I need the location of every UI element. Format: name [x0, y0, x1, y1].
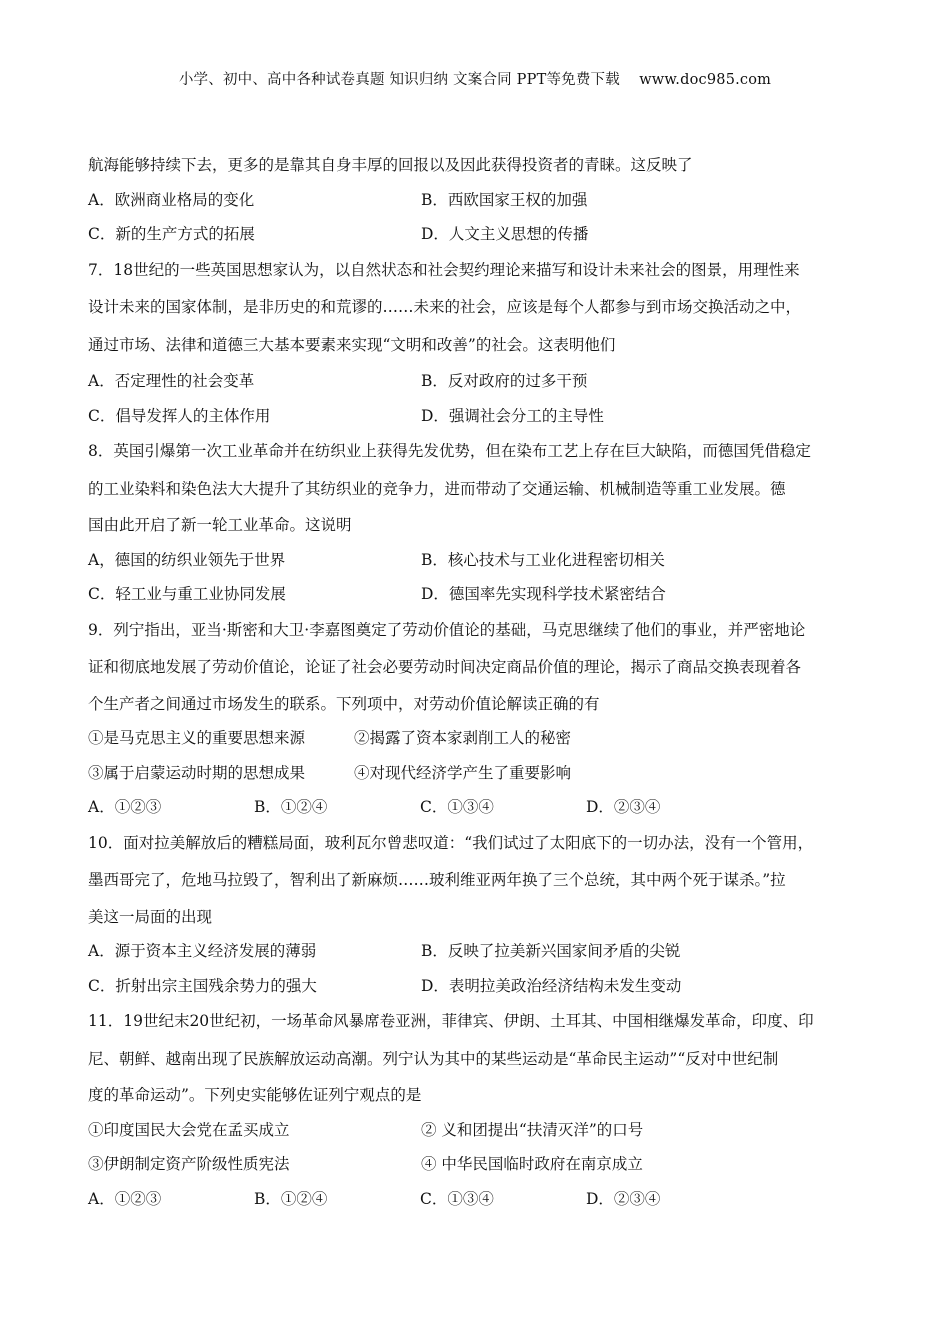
q11-stem-line-2: 尼、朝鲜、越南出现了民族解放运动高潮。列宁认为其中的某些运动是“革命民主运动”“反对中世纪制 [88, 1049, 779, 1068]
q8-stem-line-3: 国由此开启了新一轮工业革命。这说明 [88, 516, 352, 534]
q11-item-2: ② 义和团提出“扶清灭洋”的口号 [421, 1120, 644, 1139]
q9-item-4: ④对现代经济学产生了重要影响 [354, 763, 572, 782]
q9-item-3: ③属于启蒙运动时期的思想成果 [88, 763, 306, 782]
q9-item-1: ①是马克思主义的重要思想来源 [88, 729, 306, 747]
q8-options-row-2 [88, 577, 868, 612]
q11-option-c: C．①③④ [420, 1189, 494, 1208]
q9-items-row-1 [88, 721, 868, 756]
q6-option-a: A．欧洲商业格局的变化 [88, 190, 255, 209]
q9-items-row-2 [88, 756, 868, 791]
q9-option-a: A．①②③ [88, 798, 162, 816]
q11-option-a: A．①②③ [88, 1189, 162, 1208]
q8-option-d: D．德国率先实现科学技术紧密结合 [421, 585, 666, 603]
q6-option-b: B．西欧国家王权的加强 [421, 190, 588, 209]
q7-option-b: B．反对政府的过多干预 [421, 372, 588, 390]
q11-option-b: B．①②④ [254, 1189, 328, 1208]
q8-option-c: C．轻工业与重工业协同发展 [88, 585, 286, 603]
q9-option-d: D．②③④ [586, 798, 661, 816]
q11-stem-line-1: 11．19世纪末20世纪初，一场革命风暴席卷亚洲，菲律宾、伊朗、土耳其、中国相继爆发革命，印度、印 [88, 1012, 814, 1030]
q8-stem-line-1: 8．英国引爆第一次工业革命并在纺织业上获得先发优势，但在染布工艺上存在巨大缺陷，而德国凭借稳定 [88, 442, 811, 460]
q11-item-4: ④ 中华民国临时政府在南京成立 [421, 1155, 643, 1173]
q10-options-row-2 [88, 969, 868, 1004]
q7-options-row-1 [88, 364, 868, 399]
q7-stem-line-2: 设计未来的国家体制，是非历史的和荒谬的……未来的社会，应该是每个人都参与到市场交换活动之中， [88, 298, 802, 316]
q10-stem-line-1: 10．面对拉美解放后的糟糕局面，玻利瓦尔曾悲叹道：“我们试过了太阳底下的一切办法，没有一个管用， [88, 833, 814, 852]
q11-items-row-1 [88, 1113, 868, 1148]
q9-stem-line-3: 个生产者之间通过市场发生的联系。下列项中，对劳动价值论解读正确的有 [88, 694, 600, 713]
q11-item-3: ③伊朗制定资产阶级性质宪法 [88, 1155, 290, 1173]
q8-option-a: A，德国的纺织业领先于世界 [88, 550, 286, 569]
q10-stem-line-2: 墨西哥完了，危地马拉毁了，智利出了新麻烦……玻利维亚两年换了三个总统，其中两个死于谋杀。”拉 [88, 871, 786, 889]
q7-option-a: A．否定理性的社会变革 [88, 372, 255, 390]
q11-option-d: D．②③④ [586, 1189, 661, 1208]
q6-option-c: C．新的生产方式的拓展 [88, 225, 255, 243]
q7-option-d: D．强调社会分工的主导性 [421, 406, 604, 425]
q7-stem-line-3: 通过市场、法律和道德三大基本要素来实现“文明和改善”的社会。这表明他们 [88, 335, 616, 354]
q9-stem-line-1: 9．列宁指出，亚当·斯密和大卫·李嘉图奠定了劳动价值论的基础，马克思继续了他们的事业，并严密地论 [88, 620, 806, 639]
q10-options-row-1 [88, 934, 868, 969]
q11-item-1: ①印度国民大会党在孟买成立 [88, 1120, 290, 1139]
q6-option-d: D．人文主义思想的传播 [421, 225, 589, 243]
q8-options-row-1 [88, 543, 868, 578]
question-content [88, 148, 868, 1216]
page-header: 小学、初中、高中各种试卷真题 知识归纳 文案合同 PPT等免费下载 www.doc985.com [178, 72, 772, 88]
q7-stem-line-1: 7．18世纪的一些英国思想家认为，以自然状态和社会契约理论来描写和设计未来社会的图景，用理性来 [88, 260, 800, 279]
q11-options-row [88, 1182, 868, 1217]
q11-items-row-2 [88, 1147, 868, 1182]
q9-option-c: C．①③④ [420, 798, 494, 816]
q11-stem-line-3: 度的革命运动”。下列史实能够佐证列宁观点的是 [88, 1086, 422, 1104]
q6-stem-tail: 航海能够持续下去，更多的是靠其自身丰厚的回报以及因此获得投资者的青睐。这反映了 [88, 156, 693, 174]
q6-options-row-2 [88, 217, 868, 252]
q10-option-c: C．折射出宗主国残余势力的强大 [88, 976, 317, 995]
q10-stem-line-3: 美这一局面的出现 [88, 907, 213, 926]
q7-option-c: C．倡导发挥人的主体作用 [88, 406, 271, 425]
q9-options-row [88, 790, 868, 825]
q8-option-b: B．核心技术与工业化进程密切相关 [421, 550, 665, 569]
q6-options-row-1 [88, 183, 868, 218]
q9-item-2: ②揭露了资本家剥削工人的秘密 [354, 729, 572, 747]
q10-option-d: D．表明拉美政治经济结构未发生变动 [421, 976, 682, 995]
q9-stem-line-2: 证和彻底地发展了劳动价值论，论证了社会必要劳动时间决定商品价值的理论，揭示了商品交换表现着各 [88, 658, 802, 676]
q8-stem-line-2: 的工业染料和染色法大大提升了其纺织业的竞争力，进而带动了交通运输、机械制造等重工业发展。德 [88, 479, 786, 498]
q10-option-b: B．反映了拉美新兴国家间矛盾的尖锐 [421, 942, 681, 960]
q10-option-a: A．源于资本主义经济发展的薄弱 [88, 942, 317, 960]
q7-options-row-2 [88, 399, 868, 434]
q9-option-b: B．①②④ [254, 798, 328, 816]
